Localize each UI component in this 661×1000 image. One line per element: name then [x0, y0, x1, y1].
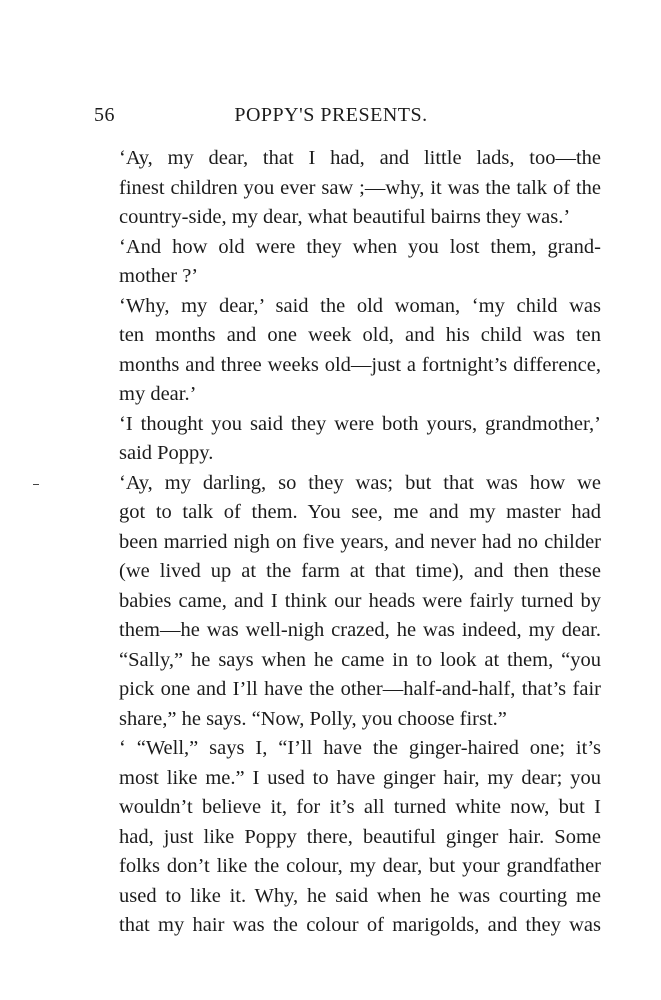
text-line: used to like it. Why, he said when he was courting me — [119, 884, 601, 907]
text-line: them—he was well-nigh crazed, he was indeed, my dear. — [119, 619, 601, 641]
text-line: months and three weeks old—just a fortnight’s difference, — [119, 353, 601, 376]
text-line: babies came, and I think our heads were fairly turned by — [119, 589, 601, 612]
text-line: most like me.” I used to have ginger hair, my dear; you — [119, 766, 601, 789]
text-line: said Poppy. — [119, 442, 214, 464]
text-line: ‘Ay, my dear, that I had, and little lads, too—the — [119, 147, 601, 169]
text-line: ‘I thought you said they were both yours, grandmother,’ — [119, 412, 601, 435]
text-line: country-side, my dear, what beautiful bairns they was.’ — [119, 206, 571, 228]
text-line: ‘Why, my dear,’ said the old woman, ‘my child was — [119, 294, 601, 317]
text-line: “Sally,” he says when he came in to look at them, “you — [119, 648, 601, 671]
paragraph — [94, 233, 601, 292]
text-line: had, just like Poppy there, beautiful ginger hair. Some — [119, 825, 601, 848]
text-line: pick one and I’ll have the other—half-and-half, that’s fair — [119, 678, 601, 700]
text-line: that my hair was the colour of marigolds, and they was — [119, 914, 601, 936]
paragraph — [94, 292, 601, 410]
paragraph — [94, 734, 601, 941]
text-line: mother ?’ — [119, 265, 199, 287]
page-header — [94, 104, 568, 132]
running-head: POPPY'S PRESENTS. — [234, 104, 428, 126]
text-line: share,” he says. “Now, Polly, you choose first.” — [119, 707, 507, 730]
text-line: ‘Ay, my darling, so they was; but that was how we — [119, 471, 601, 494]
text-line: ‘ “Well,” says I, “I’ll have the ginger-haired one; it’s — [119, 737, 601, 759]
text-line: got to talk of them. You see, me and my master had — [119, 501, 601, 523]
text-line: finest children you ever saw ;—why, it was the talk of the — [119, 176, 601, 199]
paragraph — [94, 410, 601, 469]
text-line: wouldn’t believe it, for it’s all turned white now, but I — [119, 796, 601, 818]
paragraph — [94, 469, 601, 735]
text-line: my dear.’ — [119, 383, 197, 405]
text-line: been married nigh on five years, and never had no childer — [119, 530, 601, 553]
text-line: folks don’t like the colour, my dear, but your grandfather — [119, 855, 601, 877]
paragraph — [94, 144, 601, 233]
text-line: (we lived up at the farm at that time), and then these — [119, 560, 601, 582]
body-text — [94, 144, 601, 941]
page-number: 56 — [94, 104, 115, 126]
margin-mark — [33, 484, 39, 485]
text-line: ‘And how old were they when you lost them, grand- — [119, 235, 601, 258]
text-line: ten months and one week old, and his child was ten — [119, 324, 601, 346]
